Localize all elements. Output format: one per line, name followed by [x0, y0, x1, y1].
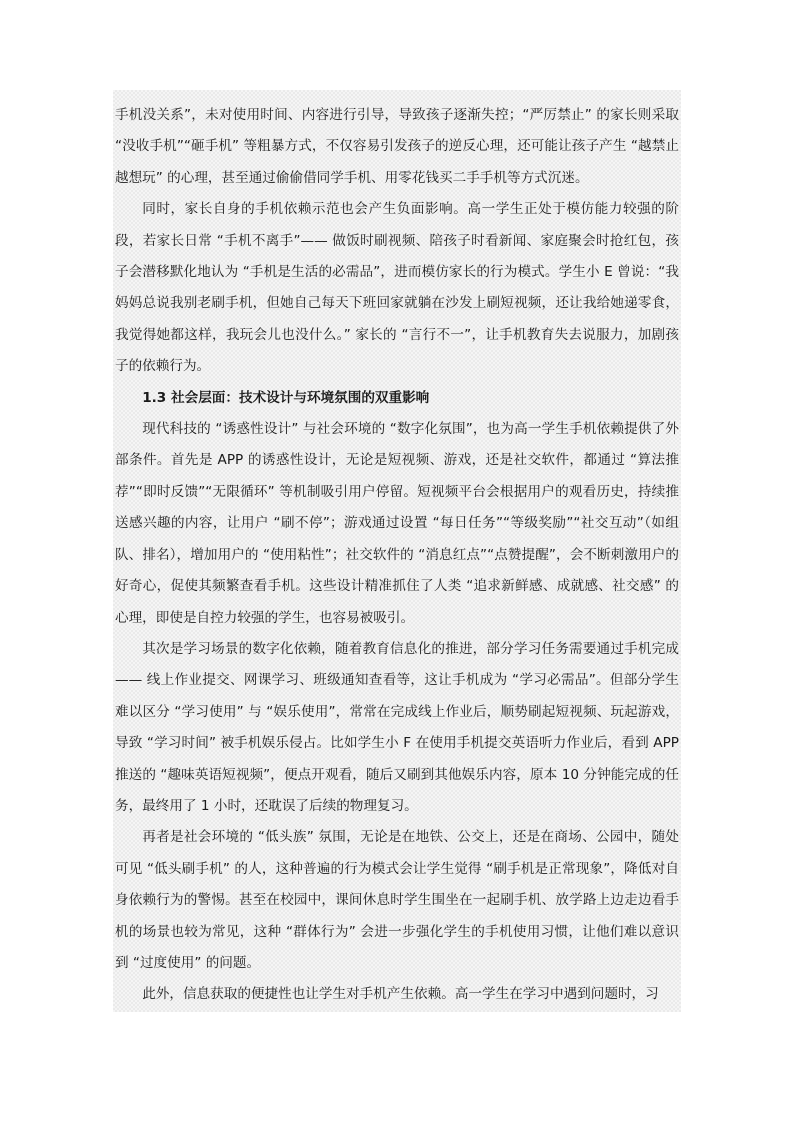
paragraph-1: 手机没关系”，未对使用时间、内容进行引导，导致孩子逐渐失控；“严厉禁止” 的家长则采取 “没收手机”“砸手机” 等粗暴方式，不仅容易引发孩子的逆反心理，还可能让孩子产生 “越禁止越想玩” 的心理，甚至通过偷偷借同学手机、用零花钱买二手手机等方式沉迷。 [115, 107, 679, 186]
paragraph-4: 其次是学习场景的数字化依赖，随着教育信息化的推进，部分学习任务需要通过手机完成 —— 线上作业提交、网课学习、班级通知查看等，这让手机成为 “学习必需品”。但部分学生难以区分 “学习使用” 与 “娱乐使用”，常常在完成线上作业后，顺势刷起短视频、玩起游戏，导致 “学习时间” 被手机娱乐侵占。比如学生小 F 在使用手机提交英语听力作业后，看到 APP 推送的 “趣味英语短视频”，便点开观看，随后又刷到其他娱乐内容，原本 10 分钟能完成的任务，最终用了 1 小时，还耽误了后续的物理复习。 [115, 640, 679, 814]
paragraph-5: 再者是社会环境的 “低头族” 氛围，无论是在地铁、公交上，还是在商场、公园中，随处可见 “低头刷手机” 的人，这种普遍的行为模式会让学生觉得 “刷手机是正常现象”，降低对自身依赖行为的警惕。甚至在校园中，课间休息时学生围坐在一起刷手机、放学路上边走边看手机的场景也较为常见，这种 “群体行为” 会进一步强化学生的手机使用习惯，让他们难以意识到 “过度使用” 的问题。 [115, 829, 679, 971]
paragraph-2: 同时，家长自身的手机依赖示范也会产生负面影响。高一学生正处于模仿能力较强的阶段，若家长日常 “手机不离手”—— 做饭时刷视频、陪孩子时看新闻、家庭聚会时抢红包，孩子会潜移默化地认为 “手机是生活的必需品”，进而模仿家长的行为模式。学生小 E 曾说：“我妈妈总说我别老刷手机，但她自己每天下班回家就躺在沙发上刷短视频，还让我给她递零食，我觉得她都这样，我玩会儿也没什么。” 家长的 “言行不一”，让手机教育失去说服力，加剧孩子的依赖行为。 [115, 201, 679, 375]
paragraph-6: 此外，信息获取的便捷性也让学生对手机产生依赖。高一学生在学习中遇到问题时，习 [142, 986, 659, 1003]
section-heading: 1.3 社会层面：技术设计与环境氛围的双重影响 [142, 389, 430, 406]
paragraph-3: 现代科技的 “诱惑性设计” 与社会环境的 “数字化氛围”，也为高一学生手机依赖提供了外部条件。首先是 APP 的诱惑性设计，无论是短视频、游戏，还是社交软件，都通过 “算法推荐”“即时反馈”“无限循环” 等机制吸引用户停留。短视频平台会根据用户的观看历史，持续推送感兴趣的内容，让用户 “刷不停”；游戏通过设置 “每日任务”“等级奖励”“社交互动”（如组队、排名），增加用户的 “使用粘性”；社交软件的 “消息红点”“点赞提醒”，会不断刺激用户的好奇心，促使其频繁查看手机。这些设计精准抓住了人类 “追求新鲜感、成就感、社交感” 的心理，即使是自控力较强的学生，也容易被吸引。 [115, 421, 679, 626]
document-body [113, 90, 681, 1012]
